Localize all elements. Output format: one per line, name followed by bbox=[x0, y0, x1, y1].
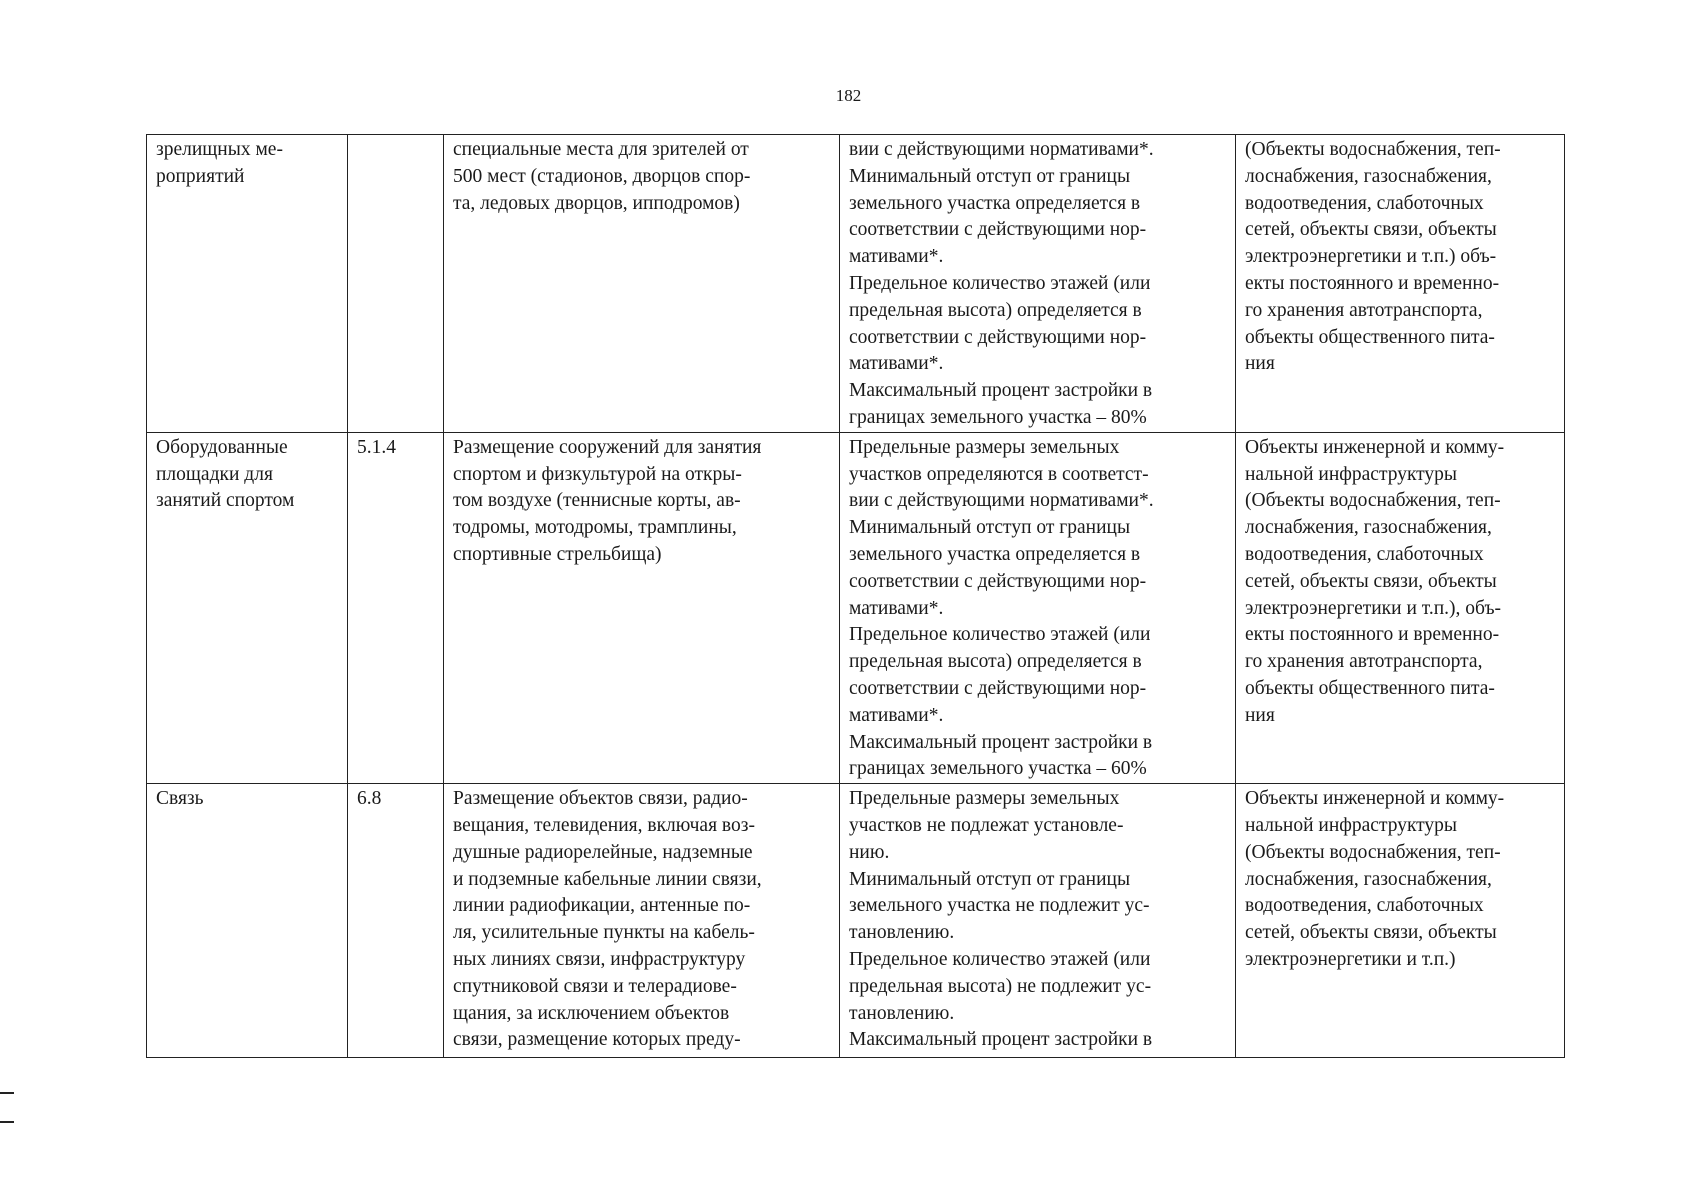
text-line: Предельное количество этажей (или bbox=[849, 624, 1151, 646]
text-line: нию. bbox=[849, 841, 890, 863]
cell-auxiliary-uses bbox=[1236, 432, 1565, 783]
text-line: мативами*. bbox=[849, 246, 944, 268]
text-line: тановлению. bbox=[849, 922, 955, 944]
margin-mark bbox=[0, 1092, 14, 1094]
cell-auxiliary-uses bbox=[1236, 135, 1565, 433]
text-line: ных линиях связи, инфраструктуру bbox=[453, 948, 746, 970]
text-line: мативами*. bbox=[849, 353, 944, 375]
text-line: участков не подлежат установле- bbox=[849, 814, 1124, 836]
text-line: екты постоянного и временно- bbox=[1245, 624, 1500, 646]
text-line: Предельные размеры земельных bbox=[849, 788, 1120, 810]
text-line: сетей, объекты связи, объекты bbox=[1245, 922, 1497, 944]
text-line: объекты общественного пита- bbox=[1245, 677, 1495, 699]
text-line: предельная высота) определяется в bbox=[849, 651, 1142, 673]
text-line: сетей, объекты связи, объекты bbox=[1245, 219, 1497, 241]
cell-parameters bbox=[840, 784, 1236, 1058]
text-line: границах земельного участка – 60% bbox=[849, 758, 1147, 780]
text-line: лоснабжения, газоснабжения, bbox=[1245, 165, 1492, 187]
cell-parameters bbox=[840, 432, 1236, 783]
cell-use-description bbox=[444, 432, 840, 783]
cell-auxiliary-uses bbox=[1236, 784, 1565, 1058]
text-line: границах земельного участка – 80% bbox=[849, 406, 1147, 428]
text-line: 500 мест (стадионов, дворцов спор- bbox=[453, 165, 751, 187]
text-line: сетей, объекты связи, объекты bbox=[1245, 570, 1497, 592]
text-line: лоснабжения, газоснабжения, bbox=[1245, 868, 1492, 890]
text-line: водоотведения, слаботочных bbox=[1245, 192, 1484, 214]
text-line: земельного участка не подлежит ус- bbox=[849, 895, 1150, 917]
cell-use-code bbox=[348, 784, 444, 1058]
cell-use-name bbox=[147, 135, 348, 433]
cell-parameters bbox=[840, 135, 1236, 433]
page-number: 182 bbox=[835, 86, 862, 105]
text-line: нальной инфраструктуры bbox=[1245, 814, 1458, 836]
cell-use-description bbox=[444, 784, 840, 1058]
text-line: соответствии с действующими нор- bbox=[849, 219, 1147, 241]
table-body bbox=[147, 135, 1565, 1058]
text-line: водоотведения, слаботочных bbox=[1245, 543, 1484, 565]
cell-use-code bbox=[348, 432, 444, 783]
text-line: соответствии с действующими нор- bbox=[849, 677, 1147, 699]
text-line: щания, за исключением объектов bbox=[453, 1002, 730, 1024]
text-line: (Объекты водоснабжения, теп- bbox=[1245, 139, 1501, 160]
text-line: ния bbox=[1245, 353, 1275, 375]
text-line: электроэнергетики и т.п.) bbox=[1245, 948, 1456, 970]
text-line: Максимальный процент застройки в bbox=[849, 731, 1153, 753]
text-line: Объекты инженерной и комму- bbox=[1245, 788, 1505, 810]
text-line: (Объекты водоснабжения, теп- bbox=[1245, 490, 1501, 512]
text-line: нальной инфраструктуры bbox=[1245, 463, 1458, 485]
text-line: Максимальный процент застройки в bbox=[849, 1029, 1153, 1051]
text-line: ния bbox=[1245, 704, 1275, 726]
text-line: Размещение объектов связи, радио- bbox=[453, 788, 748, 810]
text-line: 5.1.4 bbox=[357, 436, 396, 458]
text-line: объекты общественного пита- bbox=[1245, 326, 1495, 348]
text-line: земельного участка определяется в bbox=[849, 192, 1141, 214]
text-line: Связь bbox=[156, 788, 204, 810]
text-line: том воздухе (теннисные корты, ав- bbox=[453, 490, 741, 512]
text-line: Минимальный отступ от границы bbox=[849, 868, 1131, 890]
margin-mark bbox=[0, 1121, 14, 1123]
text-line: (Объекты водоснабжения, теп- bbox=[1245, 841, 1501, 863]
text-line: предельная высота) определяется в bbox=[849, 299, 1142, 321]
table-row bbox=[147, 784, 1565, 1058]
table-row bbox=[147, 432, 1565, 783]
text-line: водоотведения, слаботочных bbox=[1245, 895, 1484, 917]
text-line: соответствии с действующими нор- bbox=[849, 570, 1147, 592]
text-line: та, ледовых дворцов, ипподромов) bbox=[453, 192, 740, 214]
text-line: спортом и физкультурой на откры- bbox=[453, 463, 742, 485]
text-line: участков определяются в соответст- bbox=[849, 463, 1149, 485]
text-line: вии с действующими нормативами*. bbox=[849, 139, 1154, 160]
text-line: спутниковой связи и телерадиове- bbox=[453, 975, 737, 997]
text-line: линии радиофикации, антенные по- bbox=[453, 895, 751, 917]
text-line: мативами*. bbox=[849, 597, 944, 619]
text-line: предельная высота) не подлежит ус- bbox=[849, 975, 1152, 997]
cell-use-name bbox=[147, 784, 348, 1058]
text-line: Объекты инженерной и комму- bbox=[1245, 436, 1505, 458]
text-line: и подземные кабельные линии связи, bbox=[453, 868, 762, 890]
text-line: земельного участка определяется в bbox=[849, 543, 1141, 565]
text-line: электроэнергетики и т.п.), объ- bbox=[1245, 597, 1502, 619]
text-line: зрелищных ме- bbox=[156, 139, 283, 160]
text-line: специальные места для зрителей от bbox=[453, 139, 749, 160]
text-line: электроэнергетики и т.п.) объ- bbox=[1245, 246, 1497, 268]
text-line: соответствии с действующими нор- bbox=[849, 326, 1147, 348]
text-line: Предельные размеры земельных bbox=[849, 436, 1120, 458]
text-line: Максимальный процент застройки в bbox=[849, 380, 1153, 402]
text-line: тодромы, мотодромы, трамплины, bbox=[453, 517, 737, 539]
text-line: тановлению. bbox=[849, 1002, 955, 1024]
text-line: вещания, телевидения, включая воз- bbox=[453, 814, 755, 836]
text-line: роприятий bbox=[156, 165, 245, 187]
text-line: душные радиорелейные, надземные bbox=[453, 841, 753, 863]
text-line: ля, усилительные пункты на кабель- bbox=[453, 922, 755, 944]
text-line: Размещение сооружений для занятия bbox=[453, 436, 762, 458]
text-line: вии с действующими нормативами*. bbox=[849, 490, 1154, 512]
text-line: спортивные стрельбища) bbox=[453, 543, 662, 565]
text-line: занятий спортом bbox=[156, 490, 295, 512]
text-line: Предельное количество этажей (или bbox=[849, 272, 1151, 294]
cell-use-description bbox=[444, 135, 840, 433]
text-line: Оборудованные bbox=[156, 436, 288, 458]
land-use-table bbox=[146, 134, 1565, 1058]
text-line: го хранения автотранспорта, bbox=[1245, 651, 1483, 673]
text-line: связи, размещение которых преду- bbox=[453, 1029, 741, 1051]
text-line: екты постоянного и временно- bbox=[1245, 272, 1500, 294]
text-line: Минимальный отступ от границы bbox=[849, 165, 1131, 187]
text-line: мативами*. bbox=[849, 704, 944, 726]
text-line: го хранения автотранспорта, bbox=[1245, 299, 1483, 321]
cell-use-name bbox=[147, 432, 348, 783]
text-line: 6.8 bbox=[357, 788, 382, 810]
text-line: площадки для bbox=[156, 463, 273, 485]
text-line: Минимальный отступ от границы bbox=[849, 517, 1131, 539]
cell-use-code bbox=[348, 135, 444, 433]
text-line: лоснабжения, газоснабжения, bbox=[1245, 517, 1492, 539]
table-row bbox=[147, 135, 1565, 433]
text-line: Предельное количество этажей (или bbox=[849, 948, 1151, 970]
